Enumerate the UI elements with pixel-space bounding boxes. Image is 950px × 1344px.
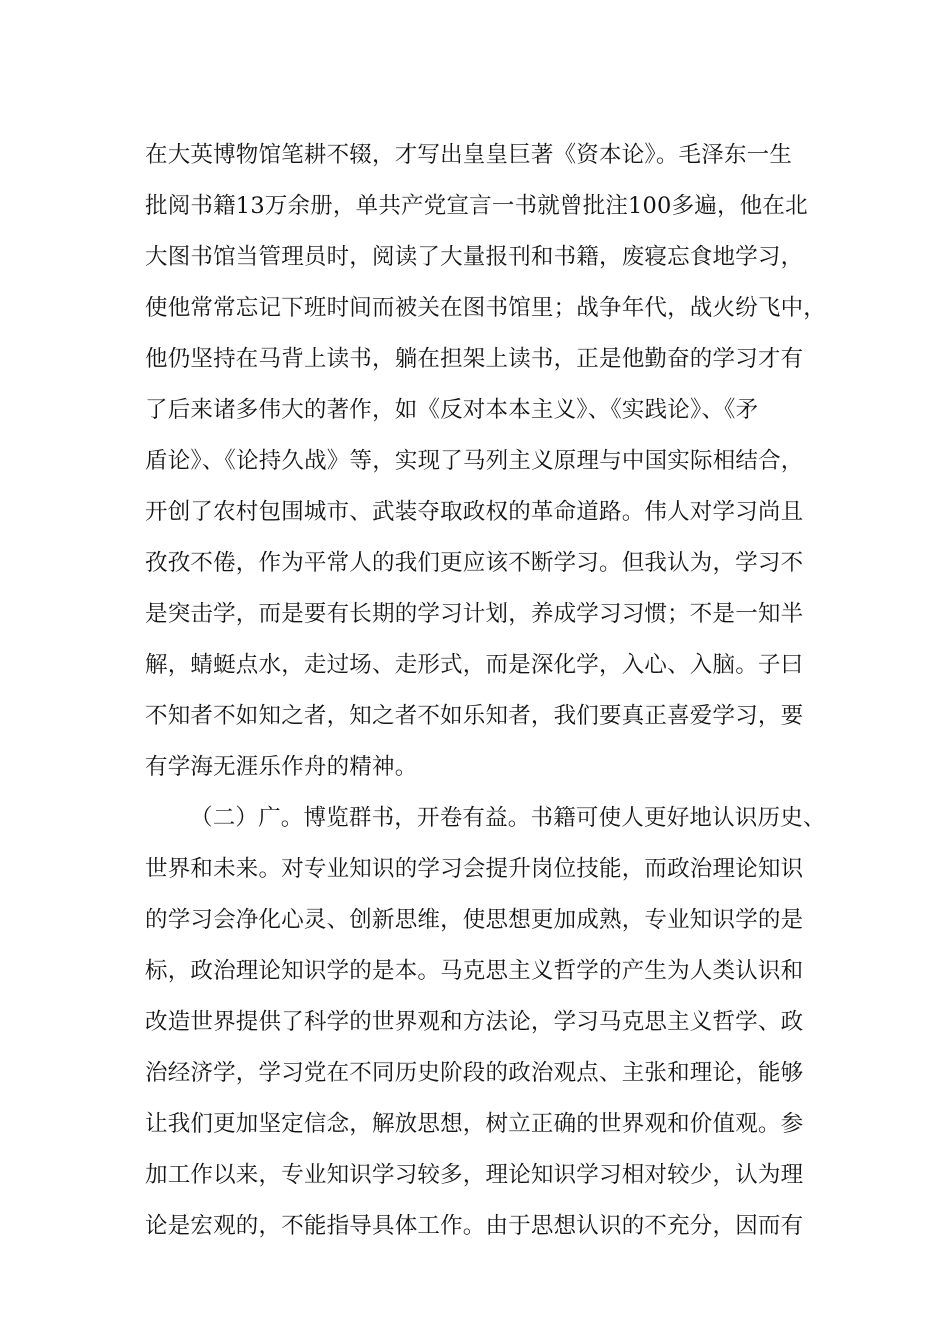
text-line: 他仍坚持在马背上读书，躺在担架上读书，正是他勤奋的学习才有 (145, 346, 804, 372)
text-line: 有学海无涯乐作舟的精神。 (145, 754, 418, 780)
text-line: 的学习会净化心灵、创新思维，使思想更加成熟，专业知识学的是 (145, 907, 804, 933)
text-line: 加工作以来，专业知识学习较多，理论知识学习相对较少，认为理 (145, 1162, 804, 1188)
text-line: 治经济学，学习党在不同历史阶段的政治观点、主张和理论，能够 (145, 1060, 804, 1086)
text-line: 标，政治理论知识学的是本。马克思主义哲学的产生为人类认识和 (145, 958, 804, 984)
text-line: 开创了农村包围城市、武装夺取政权的革命道路。伟人对学习尚且 (145, 499, 804, 525)
text-line: 世界和未来。对专业知识的学习会提升岗位技能，而政治理论知识 (145, 856, 804, 882)
text-line: 大图书馆当管理员时，阅读了大量报刊和书籍，废寝忘食地学习， (145, 244, 804, 270)
text-line: 使他常常忘记下班时间而被关在图书馆里；战争年代，战火纷飞中， (145, 295, 827, 321)
text-line: 不知者不如知之者，知之者不如乐知者，我们要真正喜爱学习，要 (145, 703, 804, 729)
text-line: 盾论》、《论持久战》等，实现了马列主义原理与中国实际相结合， (145, 448, 804, 474)
section-heading-line: （二）广。博览群书，开卷有益。书籍可使人更好地认识历史、 (190, 805, 826, 831)
text-line: 批阅书籍13万余册，单共产党宣言一书就曾批注100多遍，他在北 (145, 193, 808, 219)
text-line: 是突击学，而是要有长期的学习计划，养成学习习惯；不是一知半 (145, 601, 804, 627)
text-line: 让我们更加坚定信念，解放思想，树立正确的世界观和价值观。参 (145, 1111, 804, 1137)
text-line: 孜孜不倦，作为平常人的我们更应该不断学习。但我认为，学习不 (145, 550, 804, 576)
text-line: 了后来诸多伟大的著作，如《反对本本主义》、《实践论》、《矛 (145, 397, 759, 423)
text-line: 解，蜻蜓点水，走过场、走形式，而是深化学，入心、入脑。子曰 (145, 652, 804, 678)
text-line: 改造世界提供了科学的世界观和方法论，学习马克思主义哲学、政 (145, 1009, 804, 1035)
body-text (145, 130, 825, 1252)
text-line: 在大英博物馆笔耕不辍，才写出皇皇巨著《资本论》。毛泽东一生 (145, 142, 793, 168)
text-line: 论是宏观的，不能指导具体工作。由于思想认识的不充分，因而有 (145, 1213, 804, 1239)
